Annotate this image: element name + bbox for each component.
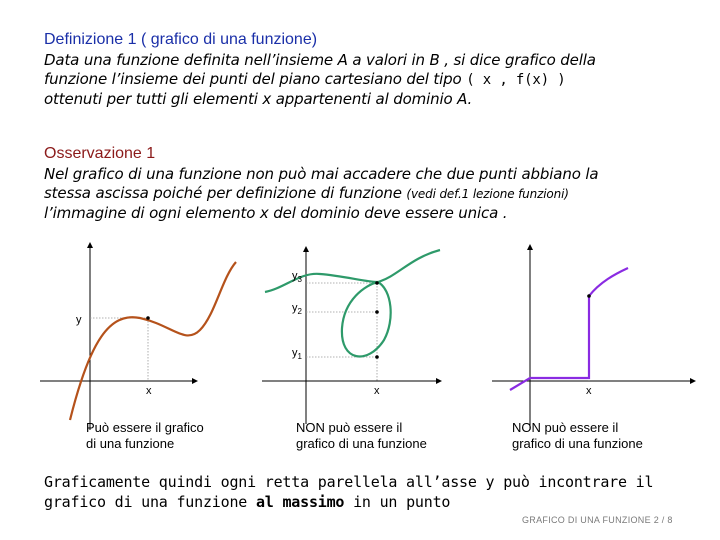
conclusion-emphasis: al massimo <box>255 493 345 511</box>
graph-2-point-1 <box>375 355 379 359</box>
graph-1-x-arrow <box>192 378 198 384</box>
graph-1-caption-line-1: Può essere il grafico <box>86 420 204 435</box>
graph-2-point-3 <box>375 281 379 285</box>
graph-3-caption-line-1: NON può essere il <box>512 420 619 435</box>
graph-2-x-label: x <box>374 385 380 397</box>
observation-title: Osservazione 1 <box>44 145 156 162</box>
slide-footer: GRAFICO DI UNA FUNZIONE 2 / 8 <box>522 515 673 525</box>
graph-2-caption-line-1: NON può essere il <box>296 420 403 435</box>
graph-2-y2-label <box>292 302 302 316</box>
observation-line-1: Nel grafico di una funzione non può mai accadere che due punti abbiano la <box>44 165 599 183</box>
graph-2-y3-sub: 3 <box>297 275 302 285</box>
observation-reference: (vedi def.1 lezione funzioni) <box>406 187 569 201</box>
definition-line-3: ottenuti per tutti gli elementi x appartenenti al dominio A. <box>44 90 473 108</box>
graph-1-caption <box>86 420 204 452</box>
conclusion-text <box>44 472 704 512</box>
conclusion-line-2c: in un punto <box>344 493 451 511</box>
graph-1-curve <box>70 262 236 420</box>
graph-1 <box>40 242 236 430</box>
definition-pair: ( x , f(x) ) <box>466 72 566 88</box>
observation-line-2a: stessa ascissa poiché per definizione di funzione <box>44 184 407 202</box>
graph-3-x-label: x <box>586 385 592 397</box>
conclusion-line-1: Graficamente quindi ogni retta parellela all’asse y può incontrare il <box>44 473 654 491</box>
graph-2-y1-label <box>292 347 302 361</box>
definition-title: Definizione 1 ( grafico di una funzione) <box>44 31 318 48</box>
observation-line-3: l’immagine di ogni elemento x del dominio deve essere unica . <box>44 204 508 222</box>
definition-line-2a: funzione l’insieme dei punti del piano cartesiano del tipo <box>44 70 467 88</box>
graph-2-y-arrow <box>303 246 309 252</box>
conclusion-line-2 <box>44 492 704 512</box>
graph-1-caption-line-2: di una funzione <box>86 436 175 451</box>
graph-3-caption-line-2: grafico di una funzione <box>512 436 643 451</box>
graph-2-y2-letter: y <box>292 302 298 314</box>
graph-2-caption-line-2: grafico di una funzione <box>296 436 427 451</box>
graph-3 <box>492 244 696 430</box>
definition-line-1: Data una funzione definita nell’insieme A a valori in B , si dice grafico della <box>44 51 596 69</box>
graph-2-y3-label <box>292 270 302 284</box>
graph-1-x-label: x <box>146 385 152 397</box>
graph-2-y1-sub: 1 <box>297 352 302 362</box>
graph-2-y3-letter: y <box>292 270 298 282</box>
graph-1-y-arrow <box>87 242 93 248</box>
graph-3-y-arrow <box>527 244 533 250</box>
graph-2-point-2 <box>375 310 379 314</box>
graph-3-point <box>587 294 591 298</box>
graph-1-y-label: y <box>76 314 82 326</box>
graph-1-point <box>146 316 150 320</box>
graph-2-caption <box>296 420 427 452</box>
graph-3-curve <box>510 268 628 390</box>
graph-3-caption <box>512 420 643 452</box>
graph-2-y2-sub: 2 <box>297 307 302 317</box>
conclusion-line-2a: grafico di una funzione <box>44 493 256 511</box>
graph-2-y1-letter: y <box>292 347 298 359</box>
graph-3-x-arrow <box>690 378 696 384</box>
graph-2-x-arrow <box>436 378 442 384</box>
graph-2 <box>262 246 442 424</box>
